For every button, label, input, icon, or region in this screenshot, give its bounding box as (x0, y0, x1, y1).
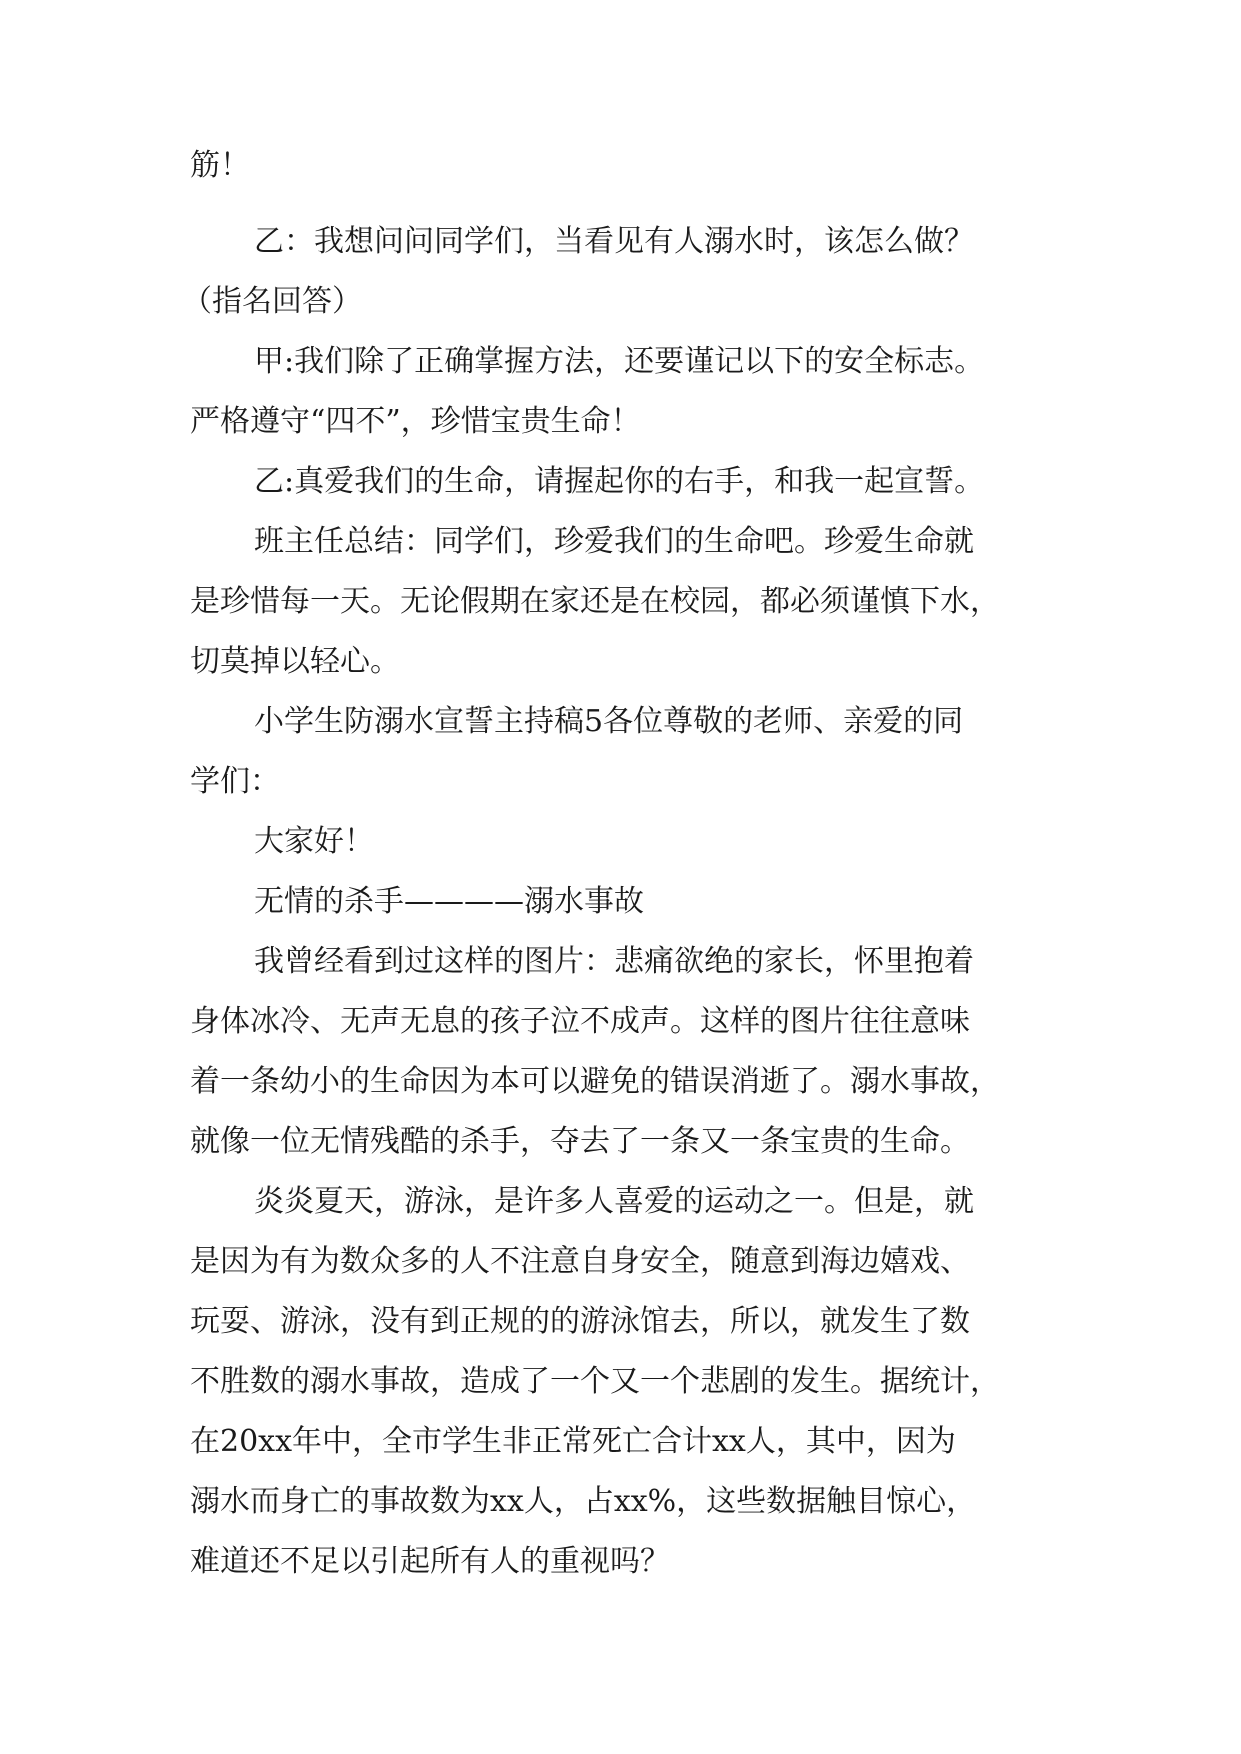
text-line: 班主任总结：同学们，珍爱我们的生命吧。珍爱生命就 (254, 524, 974, 559)
text-line: 我曾经看到过这样的图片：悲痛欲绝的家长，怀里抱着 (254, 944, 974, 979)
text-line: 甲:我们除了正确掌握方法，还要谨记以下的安全标志。 (254, 344, 985, 379)
text-line: 是因为有为数众多的人不注意自身安全，随意到海边嬉戏、 (190, 1244, 970, 1279)
text-line: （指名回答） (182, 284, 362, 319)
text-line: 身体冰冷、无声无息的孩子泣不成声。这样的图片往往意味 (190, 1004, 970, 1039)
text-line: 着一条幼小的生命因为本可以避免的错误消逝了。溺水事故， (190, 1064, 1000, 1099)
text-line: 在20xx年中，全市学生非正常死亡合计xx人，其中，因为 (190, 1424, 956, 1459)
text-line: 无情的杀手————溺水事故 (254, 884, 644, 919)
text-line: 炎炎夏天，游泳，是许多人喜爱的运动之一。但是，就 (254, 1184, 974, 1219)
text-line: 小学生防溺水宣誓主持稿5各位尊敬的老师、亲爱的同 (254, 704, 964, 739)
text-line: 切莫掉以轻心。 (190, 644, 400, 679)
text-line: 是珍惜每一天。无论假期在家还是在校园，都必须谨慎下水， (190, 584, 1000, 619)
text-line: 溺水而身亡的事故数为xx人，占xx%，这些数据触目惊心， (190, 1484, 977, 1519)
text-line: 难道还不足以引起所有人的重视吗？ (190, 1544, 670, 1579)
text-line: 就像一位无情残酷的杀手，夺去了一条又一条宝贵的生命。 (190, 1124, 970, 1159)
text-line: 学们： (190, 764, 280, 799)
text-line: 乙:真爱我们的生命，请握起你的右手，和我一起宣誓。 (254, 464, 985, 499)
text-line: 大家好！ (254, 824, 374, 859)
text-line: 玩耍、游泳，没有到正规的的游泳馆去，所以，就发生了数 (190, 1304, 970, 1339)
text-line: 严格遵守“四不”，珍惜宝贵生命！ (190, 404, 641, 439)
text-line: 乙：我想问问同学们，当看见有人溺水时，该怎么做？ (254, 224, 974, 259)
text-line: 不胜数的溺水事故，造成了一个又一个悲剧的发生。据统计， (190, 1364, 1000, 1399)
text-line: 筋！ (190, 148, 250, 183)
